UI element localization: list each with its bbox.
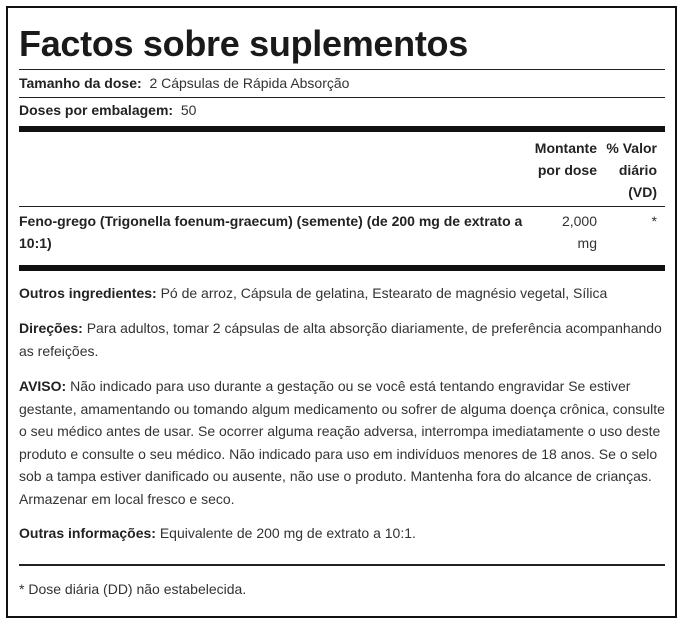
directions-text: Para adultos, tomar 2 cápsulas de alta absorção diariamente, de preferência acompanhando as refeições. xyxy=(19,320,662,359)
servings-per-container-value: 50 xyxy=(180,102,197,118)
divider xyxy=(19,564,665,566)
supplement-facts-panel xyxy=(6,6,677,618)
ingredient-amount: 2,000 mg xyxy=(561,213,597,251)
panel-content xyxy=(19,8,665,616)
serving-size-value: 2 Cápsulas de Rápida Absorção xyxy=(149,75,350,91)
amount-per-serving-header: Montante por dose xyxy=(534,140,597,178)
serving-size-label: Tamanho da dose: xyxy=(19,75,142,91)
servings-per-container-label: Doses por embalagem: xyxy=(19,102,174,118)
other-ingredients xyxy=(19,282,665,305)
directions-label: Direções: xyxy=(19,320,83,336)
warning-text: Não indicado para uso durante a gestação ou se você está tentando engravidar Se estiver gestante, amamentando ou tomando algum medicamento ou sofrer de alguma doença crônica, consulte o seu médico antes de usar. Se ocorrer alguma reação adversa, interrompa imediatamente o uso deste produto e consulte o seu médico. Não indicado para uso em indivíduos menores de 18 anos. Se o selo sob a tampa estiver danificado ou ausente, não use o produto. Mantenha fora do alcance de crianças. Armazenar em local fresco e seco. xyxy=(19,378,665,507)
warning-label: AVISO: xyxy=(19,378,67,394)
other-information-text: Equivalente de 200 mg de extrato a 10:1. xyxy=(159,525,416,541)
footnote: * Dose diária (DD) não estabelecida. xyxy=(19,581,247,597)
thick-divider xyxy=(19,126,665,132)
divider xyxy=(19,206,665,207)
daily-value-header: % Valor diário (VD) xyxy=(606,140,657,200)
thick-divider xyxy=(19,265,665,271)
other-ingredients-text: Pó de arroz, Cápsula de gelatina, Estearato de magnésio vegetal, Sílica xyxy=(160,285,608,301)
directions xyxy=(19,317,665,362)
warning xyxy=(19,375,665,511)
ingredient-name: Feno-grego (Trigonella foenum-graecum) (semente) (de 200 mg de extrato a 10:1) xyxy=(19,213,523,251)
servings-per-container xyxy=(19,101,196,119)
divider xyxy=(19,97,665,98)
panel-title: Factos sobre suplementos xyxy=(19,23,468,64)
other-information-label: Outras informações: xyxy=(19,525,156,541)
ingredient-daily-value: * xyxy=(651,213,657,229)
other-information xyxy=(19,522,665,545)
serving-size xyxy=(19,74,349,92)
other-ingredients-label: Outros ingredientes: xyxy=(19,285,157,301)
divider xyxy=(19,69,665,70)
